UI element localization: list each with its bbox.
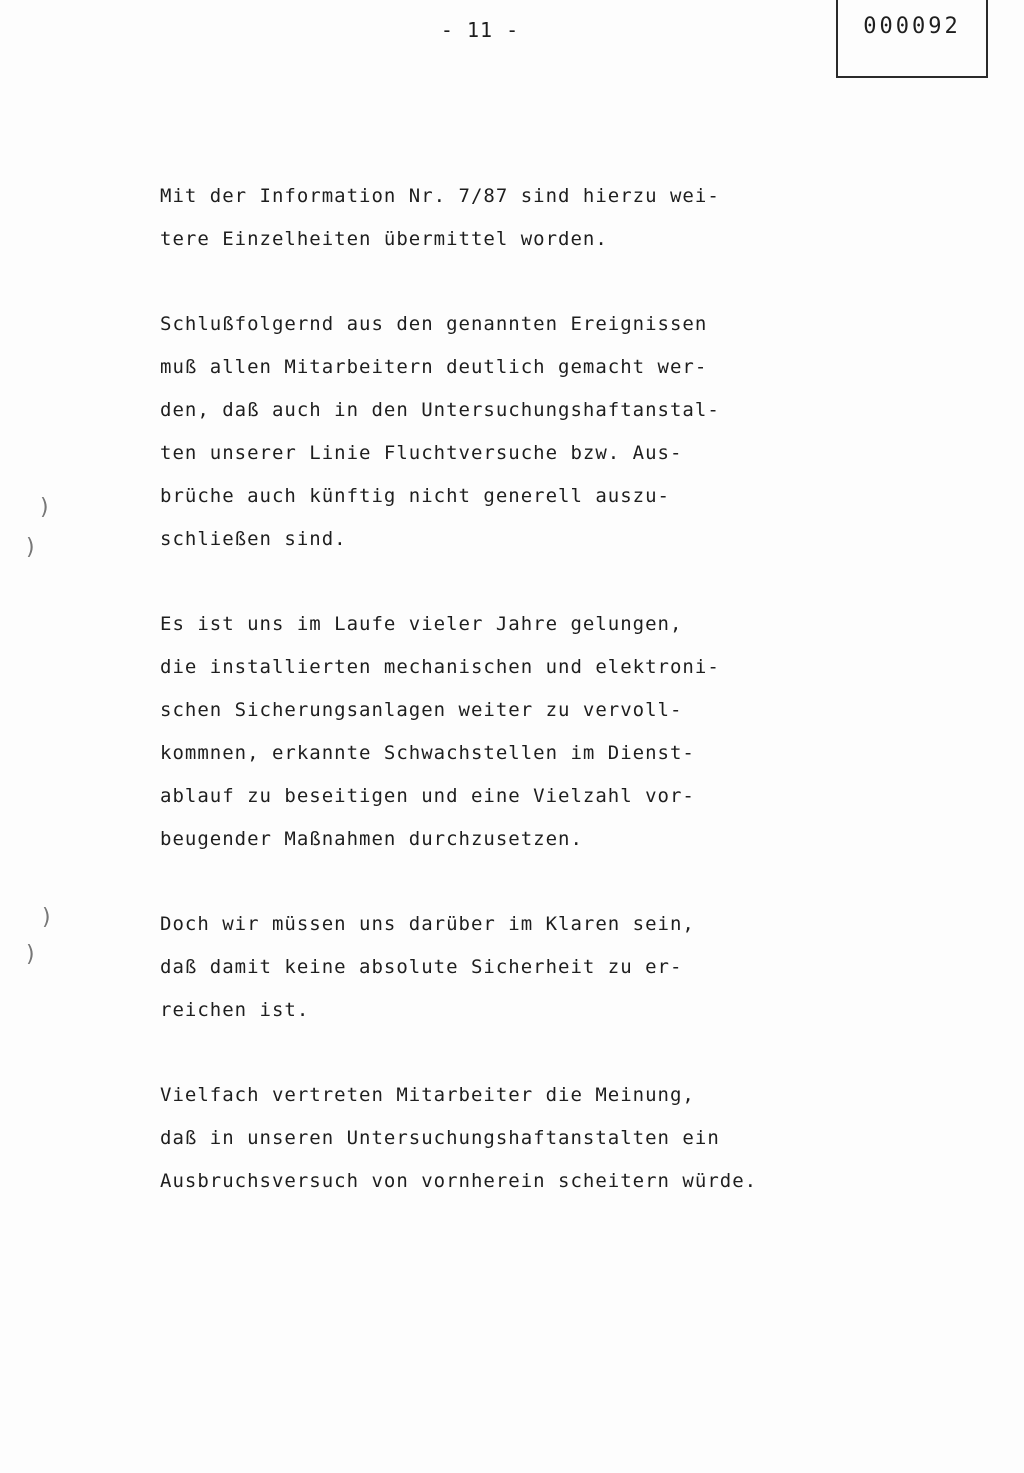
archive-stamp — [836, 0, 988, 78]
text-line: ten unserer Linie Fluchtversuche bzw. Aus- — [160, 442, 683, 464]
punch-hole-mark: ) — [26, 942, 35, 967]
text-line: tere Einzelheiten übermittel worden. — [160, 228, 608, 250]
text-line: die installierten mechanischen und elektroni- — [160, 656, 720, 678]
text-line: muß allen Mitarbeitern deutlich gemacht wer- — [160, 356, 708, 378]
paragraph — [160, 175, 800, 261]
paragraph — [160, 1074, 800, 1203]
punch-hole-mark: ) — [42, 905, 51, 930]
paragraph — [160, 303, 800, 561]
paragraph — [160, 603, 800, 861]
text-line: Schlußfolgernd aus den genannten Ereignissen — [160, 313, 708, 335]
text-line: daß in unseren Untersuchungshaftanstalten ein — [160, 1127, 720, 1149]
text-line: Ausbruchsversuch von vornherein scheitern würde. — [160, 1170, 758, 1192]
text-line: kommnen, erkannte Schwachstellen im Dienst- — [160, 742, 695, 764]
text-line: brüche auch künftig nicht generell auszu- — [160, 485, 670, 507]
document-body — [160, 175, 800, 1245]
text-line: schen Sicherungsanlagen weiter zu vervoll- — [160, 699, 683, 721]
text-line: ablauf zu beseitigen und eine Vielzahl vor- — [160, 785, 695, 807]
text-line: daß damit keine absolute Sicherheit zu er- — [160, 956, 683, 978]
punch-hole-mark: ) — [26, 535, 35, 560]
page-number: - 11 - — [440, 18, 520, 42]
text-line: Es ist uns im Laufe vieler Jahre gelungen, — [160, 613, 683, 635]
text-line: beugender Maßnahmen durchzusetzen. — [160, 828, 583, 850]
text-line: Vielfach vertreten Mitarbeiter die Meinung, — [160, 1084, 695, 1106]
text-line: schließen sind. — [160, 528, 347, 550]
stamp-number: 000092 — [863, 14, 961, 39]
paragraph — [160, 903, 800, 1032]
text-line: Mit der Information Nr. 7/87 sind hierzu wei- — [160, 185, 720, 207]
text-line: den, daß auch in den Untersuchungshaftanstal- — [160, 399, 720, 421]
text-line: Doch wir müssen uns darüber im Klaren sein, — [160, 913, 695, 935]
punch-hole-mark: ) — [40, 495, 49, 520]
text-line: reichen ist. — [160, 999, 310, 1021]
